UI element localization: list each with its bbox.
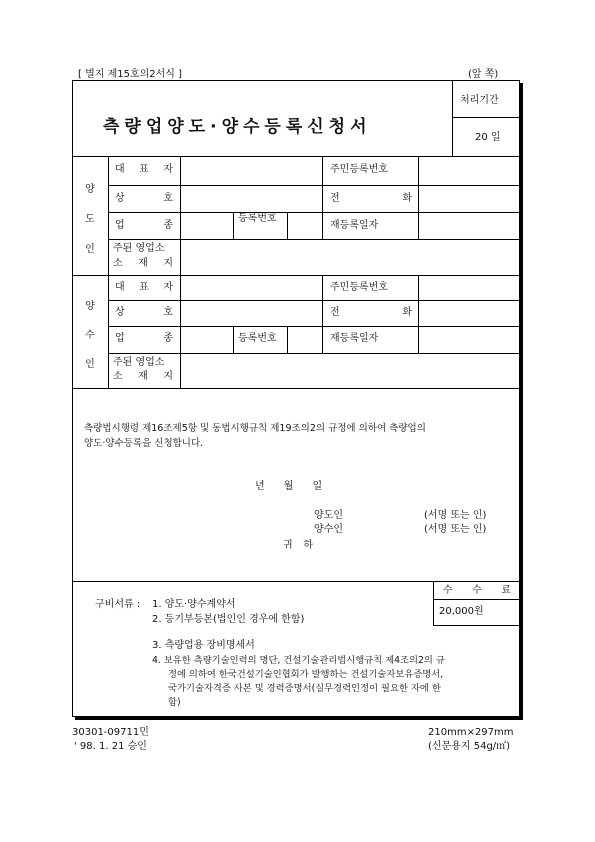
transferee-office-field[interactable]	[182, 355, 518, 386]
document-item-4-line-3: 국가기술자격증 사본 및 경력증명서(실무경력인정이 필요한 자에 한	[168, 683, 441, 694]
transferor-resident-no-field[interactable]	[420, 158, 518, 183]
documents-heading: 구비서류 :	[95, 599, 141, 610]
document-item-4-line-1: 4. 보유한 측량기술인력의 명단, 건설기술관리법시행규칙 제4조의2의 규	[152, 655, 445, 666]
fee-label: 수 수 료	[443, 585, 511, 596]
transferor-reg-no-label: 등록번호	[238, 213, 277, 224]
recipient-label: 귀 하	[283, 540, 313, 551]
document-item-1: 1. 양도·양수계약서	[152, 599, 236, 610]
transferor-phone-field[interactable]	[420, 187, 518, 210]
processing-period-value: 20 일	[475, 132, 501, 143]
document-item-4-line-2: 정에 의하여 한국건설기술인협회가 발행하는 건설기술자보유증명서,	[168, 669, 444, 680]
transferee-phone-label: 전 화	[330, 307, 412, 318]
transferor-office-label-line2: 소 재 지	[113, 258, 173, 269]
transferee-label-char-1: 양	[85, 301, 95, 312]
form-frame-shadow-bottom	[75, 717, 523, 720]
transferor-label-char-3: 인	[85, 244, 95, 255]
transferee-reg-no-field[interactable]	[289, 328, 320, 351]
form-title: 측량업양도·양수등록신청서	[103, 117, 372, 137]
transferor-label-char-2: 도	[85, 214, 95, 225]
document-item-4-line-4: 함)	[168, 697, 181, 708]
transferor-business-type-field[interactable]	[182, 214, 231, 237]
processing-period-label: 처리기간	[460, 95, 499, 106]
transferor-business-type-label: 업 종	[115, 220, 173, 231]
form-frame-shadow-right	[520, 83, 523, 720]
transferee-rep-field[interactable]	[182, 277, 320, 298]
paper-type: (신문용지 54g/㎡)	[428, 741, 511, 752]
date-line: 년 월 일	[255, 481, 323, 492]
fee-value: 20,000원	[439, 606, 484, 617]
transferee-resident-no-label: 주민등록번호	[330, 282, 388, 293]
transferee-phone-field[interactable]	[420, 302, 518, 324]
paper-size: 210mm×297mm	[428, 727, 514, 738]
transferor-phone-label: 전 화	[330, 193, 412, 204]
transferor-label-char-1: 양	[85, 184, 95, 195]
transferee-reg-no-label: 등록번호	[238, 333, 277, 344]
page-side-label: (앞 쪽)	[468, 69, 499, 80]
transferee-label-char-3: 인	[85, 359, 95, 370]
document-item-2: 2. 등기부등본(법인인 경우에 한함)	[152, 614, 305, 625]
document-item-3: 3. 측량업용 장비명세서	[152, 640, 255, 651]
transferor-office-label-line1: 주된 영업소	[113, 243, 165, 254]
transferor-trade-name-label: 상 호	[115, 193, 173, 204]
transferee-resident-no-field[interactable]	[420, 277, 518, 298]
transferee-business-type-field[interactable]	[182, 328, 231, 351]
transferor-sign-label: 양도인	[314, 510, 343, 521]
form-number: [ 별지 제15호의2서식 ]	[78, 69, 183, 80]
statement-line-1: 측량법시행령 제16조제5항 및 동법시행규칙 제19조의2의 규정에 의하여 측량업의	[84, 423, 426, 434]
transferee-sign-note: (서명 또는 인)	[424, 524, 487, 535]
transferee-office-label-line1: 주된 영업소	[113, 357, 165, 368]
transferor-reg-no-field[interactable]	[289, 214, 320, 237]
transferee-business-type-label: 업 종	[115, 333, 173, 344]
transferor-resident-no-label: 주민등록번호	[330, 164, 388, 175]
transferee-re-reg-date-label: 재등록일자	[330, 333, 379, 344]
form-code: 30301-09711민	[72, 727, 149, 738]
transferee-office-label-line2: 소 재 지	[113, 371, 173, 382]
transferor-sign-note: (서명 또는 인)	[424, 510, 487, 521]
transferor-re-reg-date-label: 재등록일자	[330, 220, 379, 231]
transferee-rep-label: 대 표 자	[115, 282, 173, 293]
transferee-trade-name-label: 상 호	[115, 307, 173, 318]
statement-line-2: 양도·양수등록을 신청합니다.	[84, 438, 204, 449]
transferor-trade-name-field[interactable]	[182, 187, 320, 210]
approval-date: ' 98. 1. 21 승인	[74, 741, 147, 752]
transferor-rep-field[interactable]	[182, 158, 320, 183]
transferee-label-char-2: 수	[85, 330, 95, 341]
transferor-office-field[interactable]	[182, 241, 518, 273]
transferor-re-reg-date-field[interactable]	[420, 214, 518, 237]
transferee-sign-label: 양수인	[314, 524, 343, 535]
transferee-re-reg-date-field[interactable]	[420, 328, 518, 351]
transferor-rep-label: 대 표 자	[115, 164, 173, 175]
transferee-trade-name-field[interactable]	[182, 302, 320, 324]
